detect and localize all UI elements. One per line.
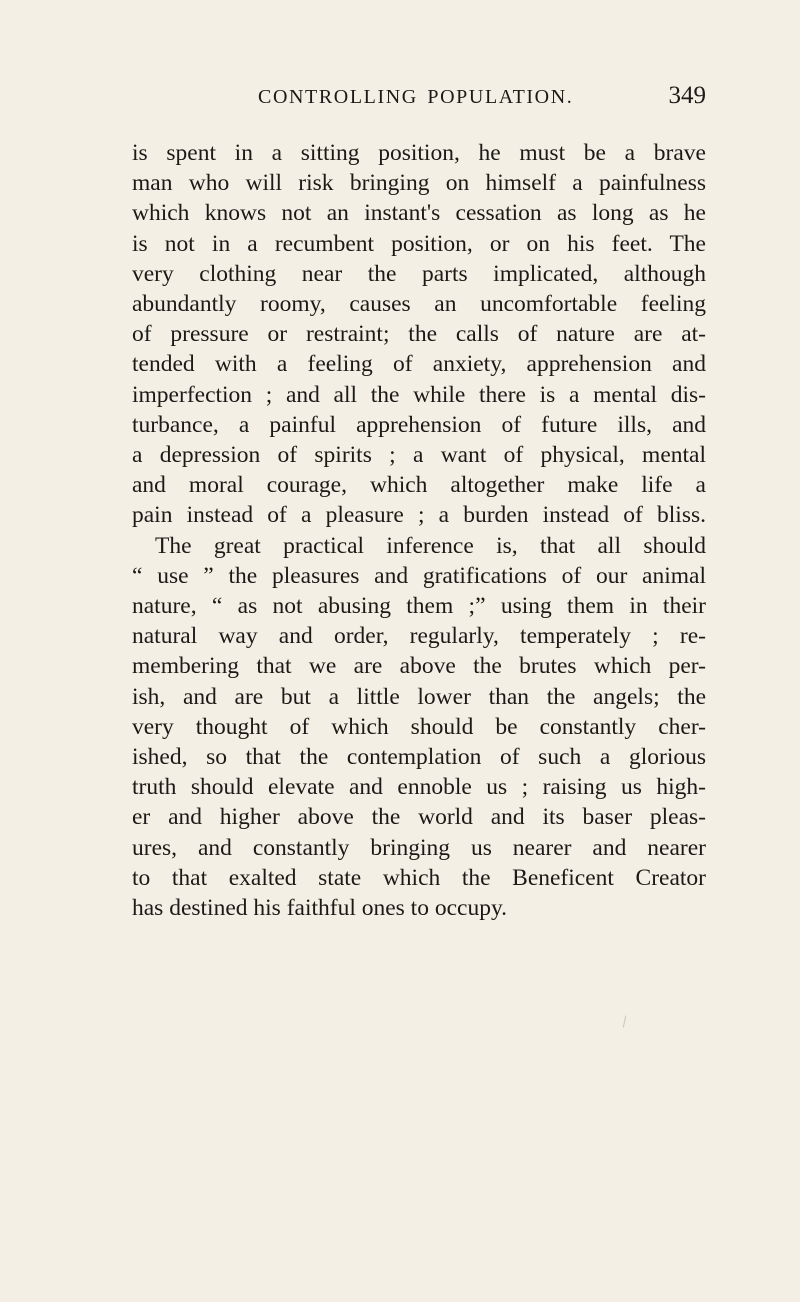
text-line: “ use ” the pleasures and gratifications of our animal (132, 562, 706, 589)
text-line: ished, so that the contemplation of such a glorious (132, 744, 706, 771)
text-line: er and higher above the world and its baser pleas- (132, 804, 706, 831)
text-line: The great practical inference is, that all should (155, 532, 706, 559)
text-line: is spent in a sitting position, he must be a brave (132, 140, 706, 166)
text-line: nature, “ as not abusing them ;” using them in their (132, 593, 706, 620)
text-line: tended with a feeling of anxiety, apprehension and (132, 351, 706, 378)
text-line: is not in a recumbent position, or on his feet. The (132, 230, 706, 257)
page-blemish (623, 1016, 631, 1029)
text-line: membering that we are above the brutes which per- (132, 653, 706, 680)
text-line: man who will risk bringing on himself a painfulness (132, 170, 706, 197)
text-line: ish, and are but a little lower than the angels; the (132, 683, 706, 710)
text-line: truth should elevate and ennoble us ; raising us high- (132, 774, 706, 801)
text-line: very thought of which should be constantly cher- (132, 713, 706, 740)
text-line: has destined his faithful ones to occupy. (132, 895, 508, 922)
text-line: to that exalted state which the Beneficent Creator (132, 864, 706, 891)
page-number: 349 (668, 82, 706, 109)
text-line: pain instead of a pleasure ; a burden instead of bliss. (132, 502, 706, 529)
body-paragraph (132, 138, 706, 923)
running-title: CONTROLLING POPULATION. (258, 86, 574, 108)
text-line: and moral courage, which altogether make life a (132, 472, 706, 499)
text-line: imperfection ; and all the while there is a mental dis- (132, 381, 706, 408)
text-line: very clothing near the parts implicated, although (132, 260, 706, 287)
text-line: abundantly roomy, causes an uncomfortable feeling (132, 291, 706, 318)
text-line: ures, and constantly bringing us nearer and nearer (132, 834, 706, 861)
text-line: a depression of spirits ; a want of physical, mental (132, 442, 706, 469)
text-line: turbance, a painful apprehension of future ills, and (132, 411, 706, 438)
text-line: which knows not an instant's cessation as long as he (132, 200, 706, 227)
running-head (132, 82, 706, 116)
text-line: of pressure or restraint; the calls of nature are at- (132, 321, 706, 348)
text-line: natural way and order, regularly, temperately ; re- (132, 623, 706, 650)
